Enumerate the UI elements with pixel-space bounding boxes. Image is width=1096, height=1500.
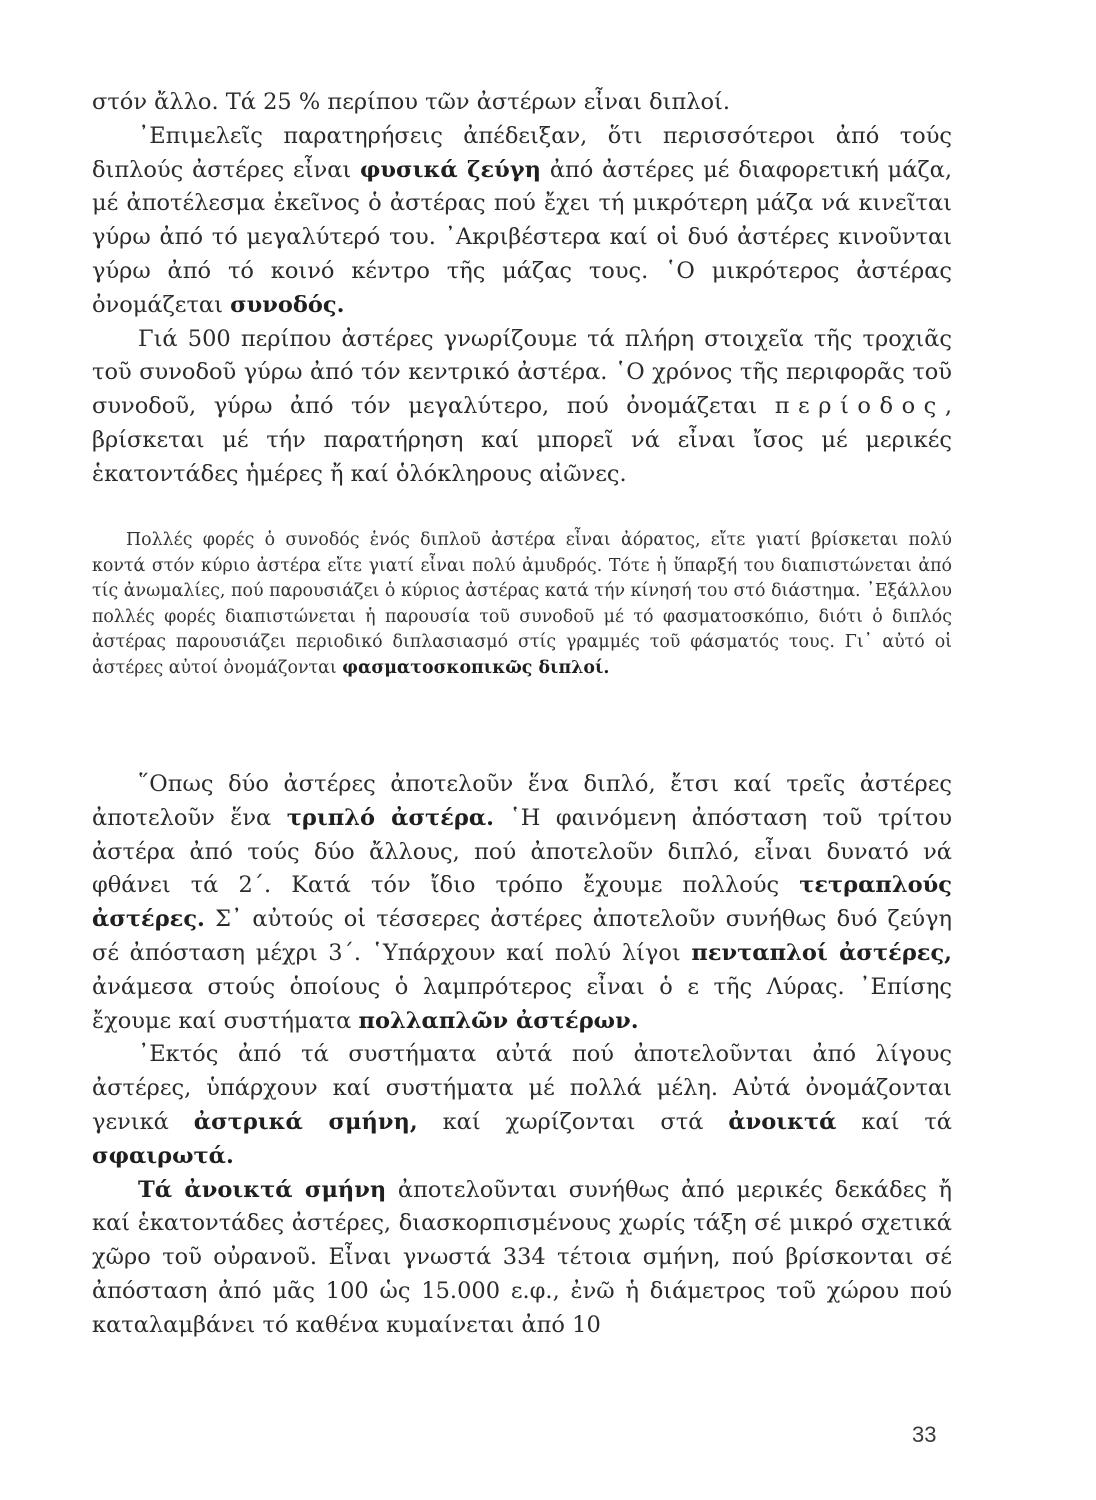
term-globular: σφαιρωτά. (92, 1142, 234, 1169)
paragraph-open-clusters: Τά ἀνοικτά σμήνη ἀποτελοῦνται συνήθως ἀπό μερικές δεκάδες ἤ καί ἑκατοντάδες ἀστέρες, διασκορπισμένους χωρίς τάξη σέ μικρό σχετικά χῶρο τοῦ οὐρανοῦ. Εἶναι γνωστά 334 τέτοια σμήνη, πού βρίσκονται σέ ἀπόσταση ἀπό μᾶς 100 ὡς 15.000 ε.φ., ἐνῶ ἡ διάμετρος τοῦ χώρου πού καταλαμβάνει τό καθένα κυμαίνεται ἀπό 10 (92, 1176, 953, 1338)
term-star-clusters: ἀστρικά σμήνη, (193, 1108, 418, 1135)
paragraph-multiple-stars: ῞Οπως δύο ἀστέρες ἀποτελοῦν ἕνα διπλό, ἔτσι καί τρεῖς ἀστέρες ἀποτελοῦν ἕνα τριπλό ἀστέρα. ῾Η φαινόμενη ἀπόσταση τοῦ τρίτου ἀστέρα ἀπό τούς δύο ἄλλους, πού ἀποτελοῦν διπλό, εἶναι δυνατό νά φθάνει τά 2΄. Κατά τόν ἴδιο τρόπο ἔχουμε πολλούς τετραπλούς ἀστέρες. Σ᾽ αὐτούς οἱ τέσσερες ἀστέρες ἀποτελοῦν συνήθως δυό ζεύγη σέ ἀπόσταση μέχρι 3΄. ῾Υπάρχουν καί πολύ λίγοι πενταπλοί ἀστέρες, ἀνάμεσα στούς ὁποίους ὁ λαμπρότερος εἶναι ὁ ε τῆς Λύρας. ᾽Επίσης ἔχουμε καί συστήματα πολλαπλῶν ἀστέρων. (92, 771, 952, 1034)
term-open-clusters: Τά ἀνοικτά σμήνη (138, 1176, 387, 1203)
term-companion: συνοδός. (230, 291, 345, 318)
page-number: 33 (912, 1422, 937, 1447)
term-spectroscopic-binaries: φασματοσκοπικῶς διπλοί. (342, 657, 610, 678)
term-quintuple-stars: πενταπλοί ἀστέρες, (691, 939, 952, 966)
term-quadruple-stars: τετραπλούς ἀστέρες. (92, 872, 952, 933)
term-triple-star: τριπλό ἀστέρα. (286, 804, 494, 831)
paragraph-continuation: στόν ἄλλο. Τά 25 % περίπου τῶν ἀστέρων εἶναι διπλοί. (92, 89, 731, 115)
term-open: ἀνοικτά (728, 1108, 837, 1135)
main-text-top (92, 86, 952, 492)
main-text-bottom (92, 768, 952, 1343)
term-multiple-star-systems: πολλαπλῶν ἀστέρων. (358, 1007, 639, 1034)
term-period: περίοδος (774, 393, 945, 420)
paragraph-orbit-period: Γιά 500 περίπου ἀστέρες γνωρίζουμε τά πλήρη στοιχεῖα τῆς τροχιᾶς τοῦ συνοδοῦ γύρω ἀπό τόν κεντρικό ἀστέρα. ῾Ο χρόνος τῆς περιφορᾶς τοῦ συνοδοῦ, γύρω ἀπό τόν μεγαλύτερο, πού ὀνομάζεται περίοδος, βρίσκεται μέ τήν παρατήρηση καί μπορεῖ νά εἶναι ἴσος μέ μερικές ἑκατοντάδες ἡμέρες ἤ καί ὁλόκληρους αἰῶνες. (92, 325, 952, 487)
term-physical-pairs: φυσικά ζεύγη (360, 156, 541, 183)
small-print-note: Πολλές φορές ὁ συνοδός ἑνός διπλοῦ ἀστέρα εἶναι ἀόρατος, εἴτε γιατί βρίσκεται πολύ κοντά στόν κύριο ἀστέρα εἴτε γιατί εἶναι πολύ ἀμυδρός. Τότε ἡ ὕπαρξή του διαπιστώνεται ἀπό τίς ἀνωμαλίες, πού παρουσιάζει ὁ κύριος ἀστέρας κατά τήν κίνησή του στό διάστημα. ᾽Εξάλλου πολλές φορές διαπιστώνεται ἡ παρουσία τοῦ συνοδοῦ μέ τό φασματοσκόπιο, διότι ὁ διπλός ἀστέρας παρουσιάζει περιοδικό διπλασιασμό στίς γραμμές τοῦ φάσματός τους. Γι᾽ αὐτό οἱ ἀστέρες αὐτοί ὀνομάζονται φασματοσκοπικῶς διπλοί. (92, 530, 952, 678)
paragraph-physical-pairs: ᾽Επιμελεῖς παρατηρήσεις ἀπέδειξαν, ὅτι περισσότεροι ἀπό τούς διπλούς ἀστέρες εἶναι φυσικά ζεύγη ἀπό ἀστέρες μέ διαφορετική μάζα, μέ ἀποτέλεσμα ἐκεῖνος ὁ ἀστέρας πού ἔχει τή μικρότερη μάζα νά κινεῖται γύρω ἀπό τό μεγαλύτερό του. ᾽Ακριβέστερα καί οἱ δυό ἀστέρες κινοῦνται γύρω ἀπό τό κοινό κέντρο τῆς μάζας τους. ῾Ο μικρότερος ἀστέρας ὀνομάζεται συνοδός. (92, 122, 952, 318)
paragraph-star-clusters: ᾽Εκτός ἀπό τά συστήματα αὐτά πού ἀποτελοῦνται ἀπό λίγους ἀστέρες, ὑπάρχουν καί συστήματα μέ πολλά μέλη. Αὐτά ὀνομάζονται γενικά ἀστρικά σμήνη, καί χωρίζονται στά ἀνοικτά καί τά σφαιρωτά. (92, 1041, 952, 1169)
